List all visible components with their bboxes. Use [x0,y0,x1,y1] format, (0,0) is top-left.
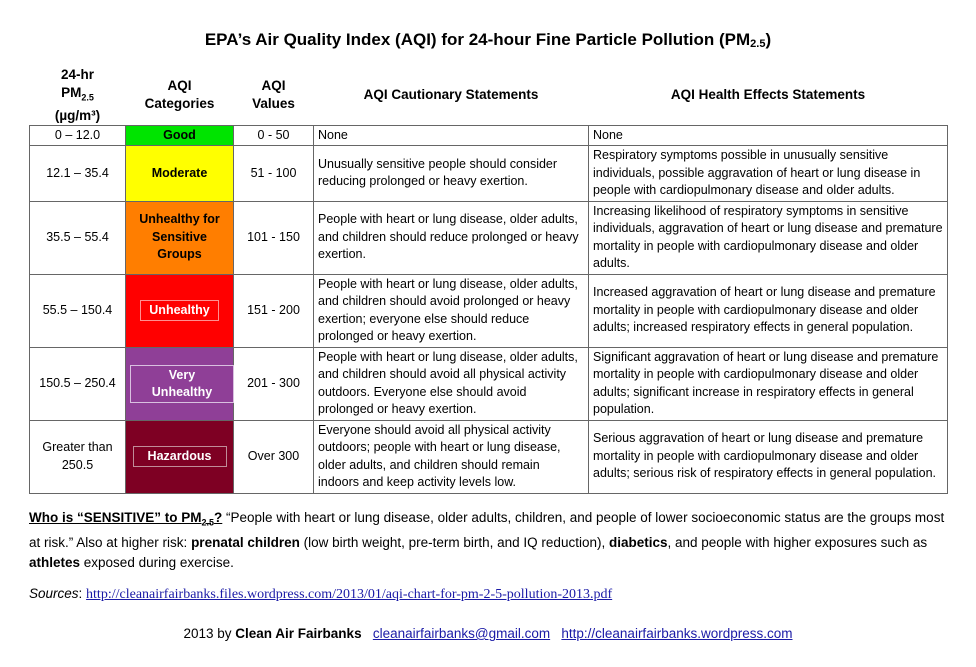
health-statement: None [589,125,948,146]
cautionary-statement: None [314,125,589,146]
table-row [30,146,948,202]
pm-range: 150.5 – 250.4 [30,347,126,420]
health-statement: Increased aggravation of heart or lung disease and premature mortality in people with cardiopulmonary disease and older adults; increased respiratory effects in general population. [589,274,948,347]
category-hazardous: Hazardous [126,420,234,493]
email-link[interactable]: cleanairfairbanks@gmail.com [372,626,551,641]
header-health: AQI Health Effects Statements [670,87,866,103]
aqi-values: 151 - 200 [234,274,314,347]
table-header-row [30,66,948,125]
header-categories: AQI Categories [144,78,215,112]
page-title: EPA’s Air Quality Index (AQI) for 24-hour Fine Particle Pollution $(PM_{2.5})$ [204,30,772,50]
sensitive-heading: Who is “SENSITIVE” to $PM_{2.5}$? [29,510,223,528]
category-unhealthy: Unhealthy [126,274,234,347]
health-statement: Serious aggravation of heart or lung disease and premature mortality in people with cardiopulmonary disease and older adults; serious risk of respiratory effects in general population. [589,420,948,493]
pm-range: 35.5 – 55.4 [30,201,126,274]
category-unhealthy-sensitive: Unhealthy for Sensitive Groups [126,201,234,274]
header-values: AQI Values [252,78,295,112]
health-statement: Significant aggravation of heart or lung disease and premature mortality in people with cardiopulmonary disease and older adults; significant increase in respiratory effects in general population. [589,347,948,420]
health-statement: Respiratory symptoms possible in unusually sensitive individuals, possible aggravation of heart or lung disease in people with cardiopulmonary disease and older adults. [589,146,948,202]
header-pm: 24-hr $PM_{2.5}$ (µg/m³) [54,67,101,123]
cautionary-statement: People with heart or lung disease, older adults, and children should avoid prolonged or heavy exertion; everyone else should reduce prolonged or heavy exertion. [314,274,589,347]
cautionary-statement: Unusually sensitive people should consider reducing prolonged or heavy exertion. [314,146,589,202]
table-row [30,201,948,274]
website-link[interactable]: http://cleanairfairbanks.wordpress.com [561,626,793,641]
cautionary-statement: People with heart or lung disease, older adults, and children should reduce prolonged or heavy exertion. [314,201,589,274]
aqi-table [29,66,948,494]
pm-range: Greater than 250.5 [30,420,126,493]
table-row [30,125,948,146]
category-good: Good [126,125,234,146]
pm-range: 12.1 – 35.4 [30,146,126,202]
category-very-unhealthy: Very Unhealthy [126,347,234,420]
aqi-values: 51 - 100 [234,146,314,202]
cautionary-statement: Everyone should avoid all physical activity outdoors; people with heart or lung disease, older adults, and children should remain indoors and keep activity levels low. [314,420,589,493]
pm-range: 55.5 – 150.4 [30,274,126,347]
category-moderate: Moderate [126,146,234,202]
aqi-values: 101 - 150 [234,201,314,274]
pm-range: 0 – 12.0 [30,125,126,146]
aqi-values: 0 - 50 [234,125,314,146]
aqi-values: Over 300 [234,420,314,493]
table-row [30,420,948,493]
sources-line: Sources: http://cleanairfairbanks.files.wordpress.com/2013/01/aqi-chart-for-pm-2-5-pollution-2013.pdf [29,586,613,602]
cautionary-statement: People with heart or lung disease, older adults, and children should avoid all physical activity outdoors. Everyone else should avoid prolonged or heavy exertion. [314,347,589,420]
table-row [30,274,948,347]
health-statement: Increasing likelihood of respiratory symptoms in sensitive individuals, aggravation of heart or lung disease and premature mortality in people with cardiopulmonary disease and older adults. [589,201,948,274]
footer: 2013 by Clean Air Fairbanks cleanairfairbanks@gmail.com http://cleanairfairbanks.wordpress.com [183,626,793,641]
sensitive-paragraph: Who is “SENSITIVE” to $PM_{2.5}$? “People with heart or lung disease, older adults, children, and people of lower socioeconomic status are the groups most at risk.” Also at higher risk: prenatal children (low birth weight, pre-term birth, and IQ reduction), diabetics, and people with higher exposures such as athletes exposed during exercise. [29,510,945,570]
header-cautionary: AQI Cautionary Statements [363,87,539,103]
sources-link[interactable]: http://cleanairfairbanks.files.wordpress.com/2013/01/aqi-chart-for-pm-2-5-pollution-2013.pdf [86,587,613,602]
aqi-values: 201 - 300 [234,347,314,420]
table-row [30,347,948,420]
